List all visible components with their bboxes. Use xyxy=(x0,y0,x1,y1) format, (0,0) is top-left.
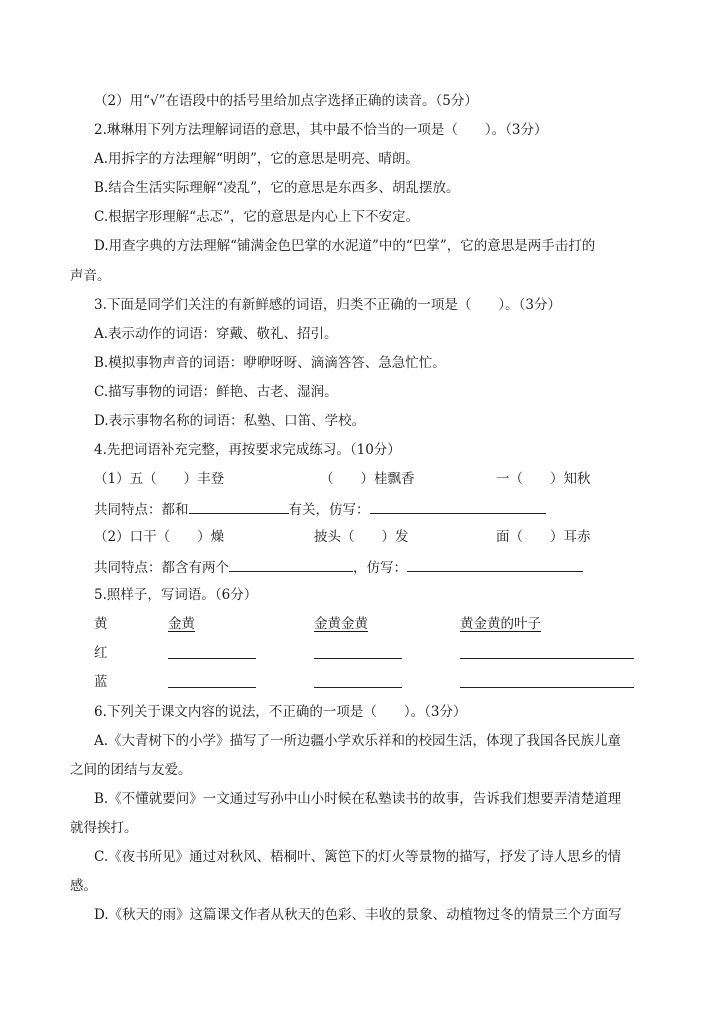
q2-option-b: B.结合生活实际理解“凌乱”，它的意思是东西多、胡乱摆放。 xyxy=(94,180,460,196)
q6-option-c: C.《夜书所见》通过对秋风、梧桐叶、篱笆下的灯火等景物的描写，抒发了诗人思乡的情 xyxy=(94,849,622,865)
q2-option-d-cont: 声音。 xyxy=(70,268,111,284)
q4-idiom-5: 披头（ ）发 xyxy=(314,529,409,545)
q5-blank-r3c1[interactable] xyxy=(168,673,256,688)
q4-blank-3[interactable] xyxy=(229,557,353,572)
q4-common-1 xyxy=(94,499,546,519)
q3-option-d: D.表示事物名称的词语：私塾、口笛、学校。 xyxy=(94,413,366,429)
q5-blank-r2c3[interactable] xyxy=(460,644,634,659)
q3-option-b: B.模拟事物声音的词语：咿咿呀呀、滴滴答答、急急忙忙。 xyxy=(94,355,446,371)
q5-row3 xyxy=(168,673,256,693)
q4-blank-1[interactable] xyxy=(189,499,289,514)
q5-char-3: 蓝 xyxy=(94,674,108,690)
q6-option-a-cont: 之间的团结与友爱。 xyxy=(70,762,192,778)
q5-example-1: 金黄 xyxy=(168,616,195,632)
q5-blank-r3c2[interactable] xyxy=(314,673,402,688)
q4-stem: 4.先把词语补充完整，再按要求完成练习。（10分） xyxy=(94,442,401,458)
q5-row2c xyxy=(460,644,634,664)
q4-idiom-2: （ ）桂飘香 xyxy=(320,471,415,487)
q4-common-2 xyxy=(94,557,583,577)
q5-example-3: 黄金黄的叶子 xyxy=(460,616,541,632)
q5-char-1: 黄 xyxy=(94,616,108,632)
q4-idiom-1: （1）五（ ）丰登 xyxy=(94,471,225,487)
q5-stem: 5.照样子，写词语。（6分） xyxy=(94,587,258,603)
q4-idiom-4: （2）口干（ ）燥 xyxy=(94,529,225,545)
q5-row3c xyxy=(460,673,634,693)
q5-example-2: 金黄金黄 xyxy=(314,616,368,632)
q6-option-a: A.《大青树下的小学》描写了一所边疆小学欢乐祥和的校园生活，体现了我国各民族儿童 xyxy=(94,733,622,749)
q3-option-c: C.描写事物的词语：鲜艳、古老、湿润。 xyxy=(94,384,338,400)
q5-blank-r2c1[interactable] xyxy=(168,644,256,659)
q3-stem: 3.下面是同学们关注的有新鲜感的词语，归类不正确的一项是（ ）。（3分） xyxy=(94,297,561,313)
q6-option-b-cont: 就得挨打。 xyxy=(70,820,138,836)
q4-common-1-text: 共同特点：都和 xyxy=(94,502,189,518)
q6-option-c-cont: 感。 xyxy=(70,878,97,894)
q5-char-2: 红 xyxy=(94,645,108,661)
q6-option-b: B.《不懂就要问》一文通过写孙中山小时候在私塾读书的故事，告诉我们想要弄清楚道理 xyxy=(94,791,622,807)
q2-option-c: C.根据字形理解“忐忑”，它的意思是内心上下不安定。 xyxy=(94,209,419,225)
q4-idiom-3: 一（ ）知秋 xyxy=(496,471,591,487)
q4-common-1-text-b: 有关，仿写： xyxy=(288,502,370,518)
q4-common-2-text: 共同特点：都含有两个 xyxy=(94,560,229,576)
q5-row2b xyxy=(314,644,402,664)
q5-blank-r2c2[interactable] xyxy=(314,644,402,659)
q2-option-a: A.用拆字的方法理解“明朗”，它的意思是明亮、晴朗。 xyxy=(94,151,419,167)
q6-option-d: D.《秋天的雨》这篇课文作者从秋天的色彩、丰收的景象、动植物过冬的情景三个方面写 xyxy=(94,907,622,923)
q4-common-2-text-b: ，仿写： xyxy=(353,560,407,576)
q5-row2 xyxy=(168,644,256,664)
q2-stem: 2.琳琳用下列方法理解词语的意思，其中最不恰当的一项是（ ）。（3分） xyxy=(94,122,548,138)
q2-option-d: D.用查字典的方法理解“铺满金色巴掌的水泥道”中的“巴掌”，它的意思是两手击打的 xyxy=(94,238,596,254)
q5-blank-r3c3[interactable] xyxy=(460,673,634,688)
q3-option-a: A.表示动作的词语：穿戴、敬礼、招引。 xyxy=(94,326,338,342)
q1-sub2: （2）用“√”在语段中的括号里给加点字选择正确的读音。（5分） xyxy=(94,93,478,109)
q5-row3b xyxy=(314,673,402,693)
q4-blank-2[interactable] xyxy=(370,499,546,514)
q6-stem: 6.下列关于课文内容的说法，不正确的一项是（ ）。（3分） xyxy=(94,704,467,720)
q4-idiom-6: 面（ ）耳赤 xyxy=(496,529,591,545)
q4-blank-4[interactable] xyxy=(407,557,583,572)
